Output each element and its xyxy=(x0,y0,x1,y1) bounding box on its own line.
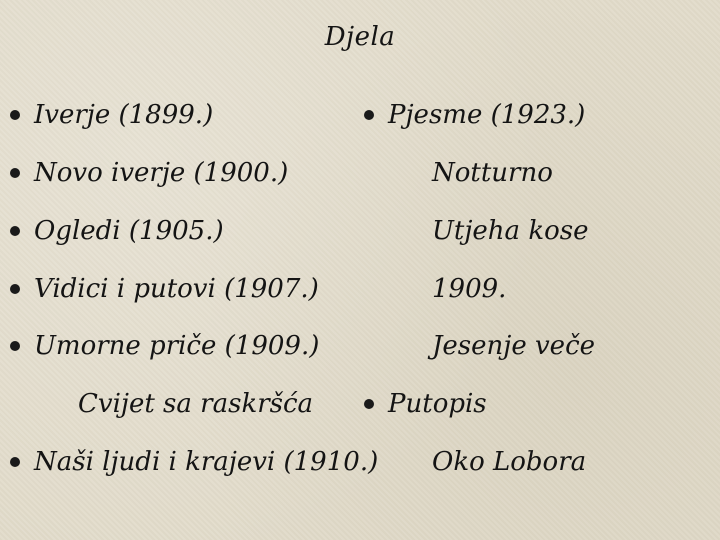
bullet-icon xyxy=(10,168,20,178)
works-item: Umorne priče (1909.) xyxy=(34,331,320,361)
bullet-icon xyxy=(10,284,20,294)
bullet-icon xyxy=(364,399,374,409)
travel-item: Oko Lobora xyxy=(432,447,587,477)
poem-item: Utjeha kose xyxy=(432,216,589,246)
works-item: Vidici i putovi (1907.) xyxy=(34,274,319,304)
works-item: Ogledi (1905.) xyxy=(34,216,224,246)
travel-heading: Putopis xyxy=(388,389,487,419)
bullet-icon xyxy=(364,110,374,120)
bullet-icon xyxy=(10,110,20,120)
works-item: Iverje (1899.) xyxy=(34,100,214,130)
poem-item: Jesenje veče xyxy=(432,331,596,361)
poem-item: 1909. xyxy=(432,274,507,304)
works-item: Novo iverje (1900.) xyxy=(34,158,289,188)
bullet-icon xyxy=(10,457,20,467)
slide-title: Djela xyxy=(324,22,396,52)
works-item: Naši ljudi i krajevi (1910.) xyxy=(34,447,379,477)
works-sub-item: Cvijet sa raskršća xyxy=(78,389,314,419)
bullet-icon xyxy=(10,341,20,351)
poem-item: Notturno xyxy=(432,158,553,188)
bullet-icon xyxy=(10,226,20,236)
poems-heading: Pjesme (1923.) xyxy=(388,100,586,130)
